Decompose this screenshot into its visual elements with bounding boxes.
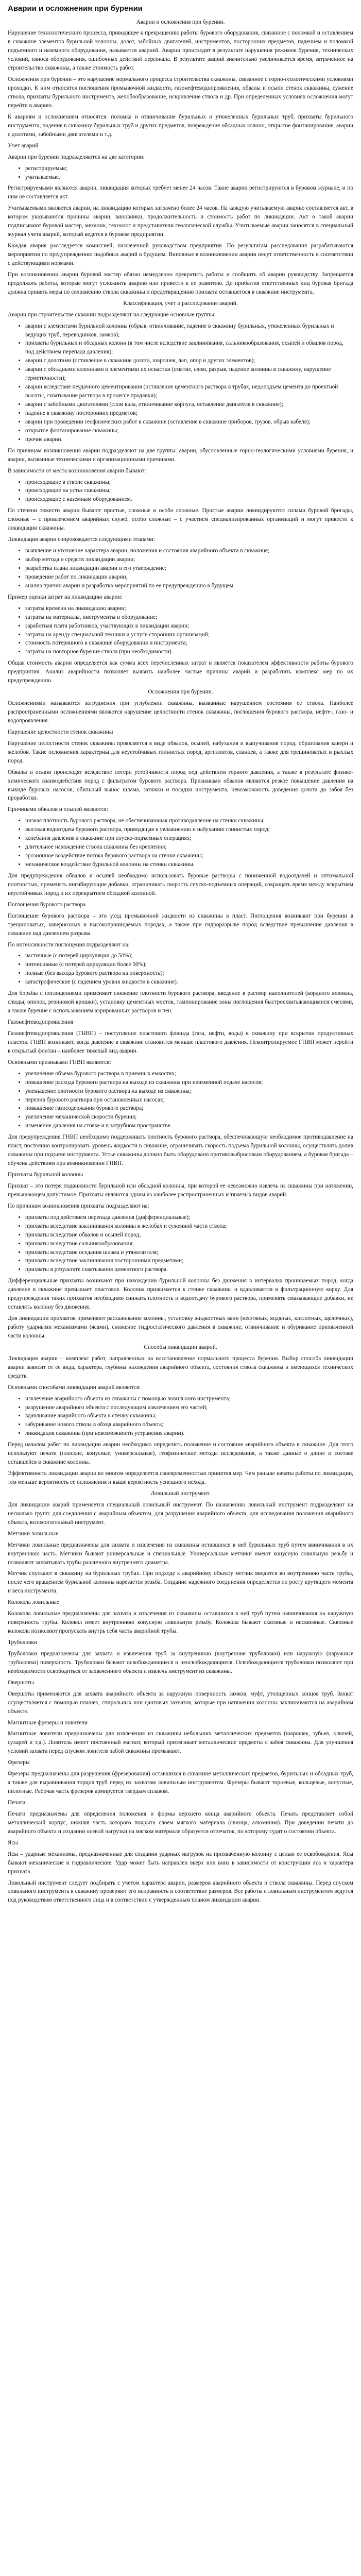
list-item: • аварии с забойными двигателями (слом вала, отвинчивание корпуса, оставление двигателя в скважине); [25,400,353,409]
list-item: • забуривание нового ствола в обход аварийного объекта; [25,1420,353,1429]
paragraph: Метчики ловильные предназначены для захвата и извлечения из скважины оставшихся в ней бурильных труб путем ввинчивания в их внутреннюю часть. Метчики бывают универсальные и специальные. Универсальные метчики имеют конусную ловильную резьбу и позволяют захватывать трубы различного внутреннего диаметра. [8,1541,353,1566]
section-heading: Способы ликвидации аварий. [144,1344,217,1350]
bullet-list [8,547,353,590]
bullet-list [8,604,353,657]
paragraph: По интенсивности поглощения подразделяют на: [8,941,130,948]
list-item: • стоимость потерянного в скважине оборудования и инструмента; [25,639,353,648]
list-item: • прихваты бурильных и обсадных колонн (в том числе вследствие заклинивания, сальникообразования, осыпей и обвалов пород, под действием перепада давления); [25,339,353,357]
bullet-list [8,164,353,182]
list-item: • ликвидация скважины (при невозможности устранения аварии). [25,1429,353,1438]
paragraph: Колокола ловильные [8,1599,59,1606]
list-item: • длительное нахождение ствола скважины без крепления; [25,843,353,852]
list-item: • аварии вследствие неудачного цементирования (оставление цементного раствора в трубах, недоподъем цемента до проектной высоты, схватывание раствора в процессе продавки); [25,383,353,400]
list-item: • аварии с долотами (оставление в скважине долота, шарошек, лап, опор и других элементов); [25,357,353,365]
paragraph: Причинами обвалов и осыпей являются: [8,806,109,813]
paragraph: Нарушение технологического процесса, приводящее к прекращению работы бурового оборудования, связанное с поломкой и оставлением в скважине элементов бурильной колонны, долот, забойных двигателей, инструментов, посторонних предметов, падением и поломкой подъемного и наземного оборудования, называется аварией. Аварии происходят в результате нарушения режимов бурения, технических условий, износа оборудования, ошибочных действий персонала. В результате аварий значительно увеличивается время, затраченное на строительство скважины, а также стоимость работ. [8,30,353,72]
paragraph: Общая стоимость аварии определяется как сумма всех перечисленных затрат и является показателем эффективности работы бурового предприятия. Анализ аварийности позволяет выявить наиболее частые причины аварий и разработать комплекс мер по их предупреждению. [8,660,353,684]
paragraph: Фрезеры предназначены для разрушения (фрезерования) оставшихся в скважине металлических предметов, бурильных и обсадных труб, а также для выравнивания торцов труб перед их захватом ловильным инструментом. Фрезеры бывают торцевые, кольцевые, конусные, пилотные. Рабочая часть фрезеров армируется твердым сплавом. [8,1771,353,1795]
paragraph: Ликвидация аварии сопровождается следующими этапами: [8,536,155,543]
list-item: • заработная плата работников, участвующих в ликвидации аварии; [25,622,353,631]
paragraph: Учитываемыми являются аварии, на ликвидацию которых затрачено более 24 часов. На каждую учитываемую аварию составляется акт, в котором указываются причины аварии, виновники, продолжительность и стоимость работ по ликвидации. Акт о такой аварии подписывают буровой мастер, механик, технолог и представители геологической службы. Учитываемые аварии заносятся в специальный журнал учета аварий, который ведется в буровом предприятии. [8,205,353,238]
list-item: • происходящие на устье скважины; [25,486,353,495]
bullet-list [8,817,353,869]
paragraph: Основными признаками ГНВП являются: [8,1059,111,1065]
list-item: • анализ причин аварии и разработка мероприятий по ее предупреждению в будущем. [25,582,353,590]
paragraph: Ловильный инструмент следует подбирать с учетом характера аварии, размеров аварийного объекта и ствола скважины. Перед спуском ловильного инструмента в скважину проверяют его исправность и соответствие размеров. Все работы с ловильным инструментом ведутся под руководством ответственного лица и в соответствии с утвержденным планом ликвидации аварии. [8,1879,353,1904]
section-heading: Классификация, учет и расследование аварий. [123,300,238,307]
section-heading: Аварии и осложнения при бурении. [136,19,225,25]
document-body [8,18,353,1905]
paragraph: При возникновении аварии буровой мастер обязан немедленно прекратить работы и сообщить об аварии руководству. Запрещается продолжать работы, которые могут усложнить аварию или привести к ее развитию. До прибытия ответственных лиц буровая бригада должна принять меры по сохранению ствола скважины и предотвращению прихвата оставшегося в скважине инструмента. [8,271,353,295]
paragraph: Дифференциальные прихваты возникают при нахождении бурильной колонны без движения в интервалах проницаемых пород, когда давление в скважине превышает пластовое. Колонна прижимается к стенке скважины и вдавливается в фильтрационную корку. Для предупреждения таких прихватов необходимо снижать плотность и водоотдачу бурового раствора, применять смазывающие добавки, не оставлять колонну без движения. [8,1278,353,1311]
paragraph: По причинам возникновения прихваты подразделяют на: [8,1202,149,1209]
paragraph: Труболовки [8,1639,37,1646]
paragraph: Эффективность ликвидации аварии во многом определяется своевременностью принятия мер. Чем раньше начаты работы по ликвидации, тем меньше вероятность ее осложнения и выше вероятность успешного исхода. [8,1470,353,1485]
list-item: • прихваты вследствие сальникообразования; [25,1240,353,1248]
paragraph: Основными способами ликвидации аварий являются: [8,1384,141,1391]
bullet-list [8,1070,353,1131]
list-item: • выбор метода и средств ликвидации аварии; [25,555,353,564]
list-item: • увеличение объема бурового раствора в приемных емкостях; [25,1070,353,1078]
list-item: • открытое фонтанирование скважины; [25,427,353,435]
paragraph: Нарушение целостности стенок скважины проявляется в виде обвалов, осыпей, набухания и выпучивания пород, образования каверн и желобов. Такие осложнения характерны для неустойчивых глинистых пород, аргиллитов, сланцев, а также для трещиноватых и рыхлых пород. [8,740,353,764]
paragraph: Ликвидация аварии – комплекс работ, направленных на восстановление нормального процесса бурения. Выбор способа ликвидации аварии зависит от ее вида, характера, глубины нахождения аварийного объекта, состояния ствола скважины и имеющихся технических средств. [8,1355,353,1379]
list-item: • прихваты вследствие заклинивания посторонними предметами; [25,1257,353,1265]
list-item: • затраты на материалы, инструменты и оборудование; [25,613,353,622]
list-item: • аварии с элементами бурильной колонны (обрыв, отвинчивание, падение в скважину бурильных, утяжеленных бурильных и ведущих труб, переводников, замков); [25,322,353,340]
paragraph: Осложнения при бурении – это нарушение нормального процесса строительства скважины, связанное с горно-геологическими условиями проходки. К ним относятся поглощения промывочной жидкости, газонефтеводопроявления, обвалы и осыпи стенок скважины, сужение ствола, прихваты бурильного инструмента, желобообразование, искривление ствола и др. При определенных условиях осложнения могут перейти в аварию. [8,76,353,109]
list-item: • эрозионное воздействие потока бурового раствора на стенки скважины; [25,852,353,860]
paragraph: Фрезеры [8,1759,30,1766]
paragraph: Перед началом работ по ликвидации аварии необходимо определить положение и состояние аварийного объекта в скважине. Для этого используют печати (плоские, конусные, универсальные), геофизические методы исследования, а также данные о длине и составе оставшейся в скважине колонны. [8,1442,353,1466]
list-item: • механическое воздействие бурильной колонны на стенки скважины. [25,860,353,869]
paragraph: По степени тяжести аварии бывают простые, сложные и особо сложные. Простые аварии ликвидируются силами буровой бригады, сложные – с привлечением аварийных служб, особо сложные – с участием специализированных организаций и могут привести к ликвидации скважины. [8,507,353,532]
bullet-list [8,1213,353,1275]
paragraph: Труболовки предназначены для захвата и извлечения труб за внутреннюю (внутренние труболовки) или наружную (наружные труболовки) поверхность. Труболовки бывают освобождающиеся и неосвобождающиеся. Освобождающиеся труболовки позволяют при необходимости освободиться от захваченного объекта и извлечь инструмент из скважины. [8,1650,353,1674]
paragraph: Магнитные ловители предназначены для извлечения из скважины небольших металлических предметов (шарошек, зубьев, ключей, сухарей и т.д.). Ловитель имеет постоянный магнит, который притягивает металлические предметы с забоя скважины. Для улучшения условий захвата перед спуском ловителя забой скважины промывают. [8,1731,353,1755]
paragraph: Для ликвидации аварий применяется специальный ловильный инструмент. По назначению ловильный инструмент подразделяют на несколько групп: для соединения с аварийным объектом, для разрушения аварийного объекта, для исследования положения аварийного объекта, вспомогательный инструмент. [8,1501,353,1526]
list-item: • прочие аварии. [25,435,353,444]
list-item: • интенсивные (с потерей циркуляции более 50%); [25,960,353,969]
paragraph: Прихват – это потеря подвижности бурильной или обсадной колонны, при которой ее невозможно извлечь из скважины при натяжении, превышающем допустимое. Прихваты являются одним из наиболее распространенных и тяжелых видов аварий. [8,1182,353,1198]
paragraph: Печати [8,1800,26,1806]
paragraph: Нарушение целостности стенок скважины [8,728,113,735]
list-item: • затраты времени на ликвидацию аварии; [25,604,353,613]
list-item: • катастрофические (с падением уровня жидкости в скважине). [25,978,353,987]
bullet-list [8,322,353,444]
section-heading: Осложнения при бурении. [148,689,213,696]
paragraph: Каждая авария расследуется комиссией, назначенной руководством предприятия. По результатам расследования разрабатываются мероприятия по предупреждению подобных аварий в будущем. Виновные в возникновении аварии несут ответственность в соответствии с действующими нормами. [8,243,353,266]
section-heading: Ловильный инструмент. [150,1490,211,1497]
paragraph: Обвалы и осыпи происходят вследствие потери устойчивости пород под действием горного давления, а также в результате физико-химического взаимодействия пород с фильтратом бурового раствора. Признаками обвалов являются резкое повышение давления на выкиде буровых насосов, обильный вынос шлама, затяжки и посадки инструмента, невозможность доведения долота до забоя без проработки. [8,769,353,802]
paragraph: Регистрируемыми являются аварии, ликвидация которых требует менее 24 часов. Такие аварии регистрируются в буровом журнале, и по ним не составляется акт. [8,185,353,200]
list-item: • происходящие с наземным оборудованием. [25,495,353,504]
paragraph: Ясы – ударные механизмы, предназначенные для создания ударных нагрузок на прихваченную колонну с целью ее освобождения. Ясы бывают механические и гидравлические. Удар может быть направлен вверх или вниз в зависимости от конструкции яса и характера прихвата. [8,1851,353,1875]
bullet-list [8,1395,353,1438]
list-item: • затраты на аренду специальной техники и услуги сторонних организаций; [25,631,353,639]
list-item: • затраты на повторное бурение ствола (при необходимости). [25,648,353,656]
list-item: • высокая водоотдача бурового раствора, приводящая к увлажнению и набуханию глинистых пород; [25,825,353,834]
list-item: • разработка плана ликвидации аварии и его утверждение; [25,564,353,573]
paragraph: Овершоты применяются для захвата аварийного объекта за наружную поверхность замков, муфт, утолщенных концов труб. Захват осуществляется с помощью плашек, спиральных или цанговых захватов, которые при натяжении колонны заклиниваются на аварийном объекте. [8,1690,353,1715]
list-item: • прихваты вследствие обвалов и осыпей пород; [25,1231,353,1240]
list-item: • уменьшение плотности бурового раствора на выходе из скважины; [25,1087,353,1096]
list-item: • увеличение механической скорости бурения; [25,1113,353,1122]
list-item: • низкая плотность бурового раствора, не обеспечивающая противодавление на стенки скважины; [25,817,353,825]
list-item: • аварии с обсадными колоннами и элементами их оснастки (смятие, слом, разрыв, падение колонны в скважину, нарушение герметичности); [25,365,353,383]
paragraph: Поглощение бурового раствора – это уход промывочной жидкости из скважины в пласт. Поглощения возникают при бурении в трещиноватых, кавернозных и высокопроницаемых породах, а также при гидроразрыве пород вследствие превышения давления в скважине над давлением разрыва. [8,912,353,937]
list-item: • повышение газосодержания бурового раствора; [25,1104,353,1113]
list-item: • полные (без выхода бурового раствора на поверхность); [25,969,353,978]
paragraph: Для ликвидации прихватов применяют расхаживание колонны, установку жидкостных ванн (нефтяных, водяных, кислотных, щелочных), работу ударными механизмами (ясами), снижение гидростатического давления в скважине, отвинчивание и обуривание прихваченной части колонны. [8,1315,353,1339]
paragraph: Для борьбы с поглощениями применяют снижение плотности бурового раствора, введение в раствор наполнителей (кордного волокна, слюды, опилок, резиновой крошки), установку цементных мостов, тампонирование зоны поглощения быстросхватывающимися смесями, а также бурение с использованием аэрированных растворов и пен. [8,990,353,1014]
list-item: • колебания давления в скважине при спуско-подъемных операциях; [25,834,353,843]
paragraph: Аварии при строительстве скважин подразделяют на следующие основные группы: [8,311,216,318]
bullet-list [8,952,353,987]
list-item: • падение в скважину посторонних предметов; [25,409,353,418]
list-item: • прихваты под действием перепада давления (дифференциальные); [25,1213,353,1222]
paragraph: Пример оценки затрат на ликвидацию аварии: [8,594,123,600]
paragraph: Прихваты бурильной колонны [8,1172,83,1178]
list-item: • частичные (с потерей циркуляции до 50%); [25,952,353,960]
paragraph: Для предупреждения обвалов и осыпей необходимо использовать буровые растворы с пониженной водоотдачей и оптимальной плотностью, применять ингибирующие добавки, ограничивать скорость спуско-подъемных операций, сокращать время между вскрытием неустойчивых пород и их перекрытием обсадной колонной. [8,872,353,896]
paragraph: По причинам возникновения аварии подразделяют на две группы: аварии, обусловленные горно-геологическими условиями бурения, и аварии, вызванные техническими и организационными причинами. [8,447,353,463]
list-item: • повышение расхода бурового раствора на выходе из скважины при неизменной подаче насосов; [25,1078,353,1087]
list-item: • прихваты в результате схватывания цементного раствора. [25,1265,353,1274]
list-item: • учитываемые. [25,173,353,182]
list-item: • происходящие в стволе скважины; [25,478,353,487]
list-item: • вдавливание аварийного объекта в стенку скважины; [25,1412,353,1420]
paragraph: Колокола ловильные предназначены для захвата и извлечения из скважины оставшихся в ней труб путем навинчивания на наружную поверхность трубы. Колокол имеет внутреннюю конусную ловильную резьбу. Колокола бывают сквозные и несквозные. Сквозные колокола позволяют пропускать внутрь себя часть аварийной трубы. [8,1611,353,1635]
list-item: • проведение работ по ликвидации аварии; [25,573,353,582]
paragraph: Овершоты [8,1679,34,1686]
paragraph: Магнитные фрезеры и ловители [8,1719,88,1726]
paragraph: Учет аварий [8,142,39,149]
list-item: • извлечение аварийного объекта из скважины с помощью ловильного инструмента; [25,1395,353,1403]
paragraph: Для предупреждения ГНВП необходимо поддерживать плотность бурового раствора, обеспечивающую необходимое противодавление на пласт, постоянно контролировать уровень жидкости в скважине, ограничивать скорость подъема бурильной колонны, осуществлять долив скважины при подъеме инструмента. Устье скважины должно быть оборудовано противовыбросовым оборудованием, а буровая бригада – обучена действиям при возникновении ГНВП. [8,1134,353,1167]
list-item: • регистрируемые; [25,164,353,173]
list-item: • разрушение аварийного объекта с последующим извлечением его частей; [25,1403,353,1412]
bullet-list [8,478,353,504]
list-item: • перелив бурового раствора при остановленных насосах; [25,1096,353,1105]
paragraph: В зависимости от места возникновения аварии бывают: [8,467,146,474]
paragraph: Ясы [8,1839,19,1846]
paragraph: Метчики ловильные [8,1530,59,1537]
paragraph: Печати предназначены для определения положения и формы верхнего конца аварийного объекта. Печать представляет собой металлический корпус, нижняя часть которого покрыта слоем мягкого материала (свинца, алюминия). При доведении печати до аварийного объекта и создании осевой нагрузки на мягком материале образуется отпечаток, по которому судят о состоянии объекта. [8,1810,353,1835]
paragraph: Газонефтеводопроявления [8,1019,74,1025]
page-title: Аварии и осложнения при бурении [8,4,143,13]
list-item: • изменение давления на стояке и в затрубном пространстве. [25,1122,353,1130]
list-item: • прихваты вследствие заклинивания колонны в желобах и суженной части ствола; [25,1222,353,1231]
list-item: • выявление и уточнение характера аварии, положения и состояния аварийного объекта в скважине; [25,547,353,555]
paragraph: Осложнениями называются затруднения при углублении скважины, вызванные нарушением состояния ее ствола. Наиболее распространенными осложнениями являются нарушение целостности стенок скважины, поглощения бурового раствора, нефте-, газо- и водопроявления. [8,700,353,724]
list-item: • прихваты вследствие оседания шлама и утяжелителя; [25,1248,353,1257]
list-item: • аварии при проведении геофизических работ в скважине (оставление в скважине приборов, грузов, обрыв кабеля); [25,418,353,427]
paragraph: Газонефтеводопроявления (ГНВП) – поступление пластового флюида (газа, нефти, воды) в скважину при вскрытии продуктивных пластов. ГНВП возникают, когда давление в скважине становится меньше пластового давления. Неконтролируемое ГНВП может перейти в открытый фонтан – наиболее тяжелый вид аварии. [8,1030,353,1054]
paragraph: К авариям и осложнениям относятся: поломка и отвинчивание бурильных и утяжеленных бурильных труб, прихваты бурильного инструмента, падение в скважину бурильных труб и других предметов, повреждение обсадных колонн, открытое фонтанирование, аварии с долотами, забойными двигателями и т.д. [8,113,353,138]
paragraph: Аварии при бурении подразделяются на две категории: [8,154,145,160]
paragraph: Метчик спускают в скважину на бурильных трубах. При подходе к аварийному объекту метчик вводится во внутреннюю часть трубы, после чего вращением бурильной колонны нарезается резьба. Создание надежного соединения определяется по росту крутящего момента и веса инструмента. [8,1570,353,1595]
paragraph: Поглощения бурового раствора [8,901,86,908]
